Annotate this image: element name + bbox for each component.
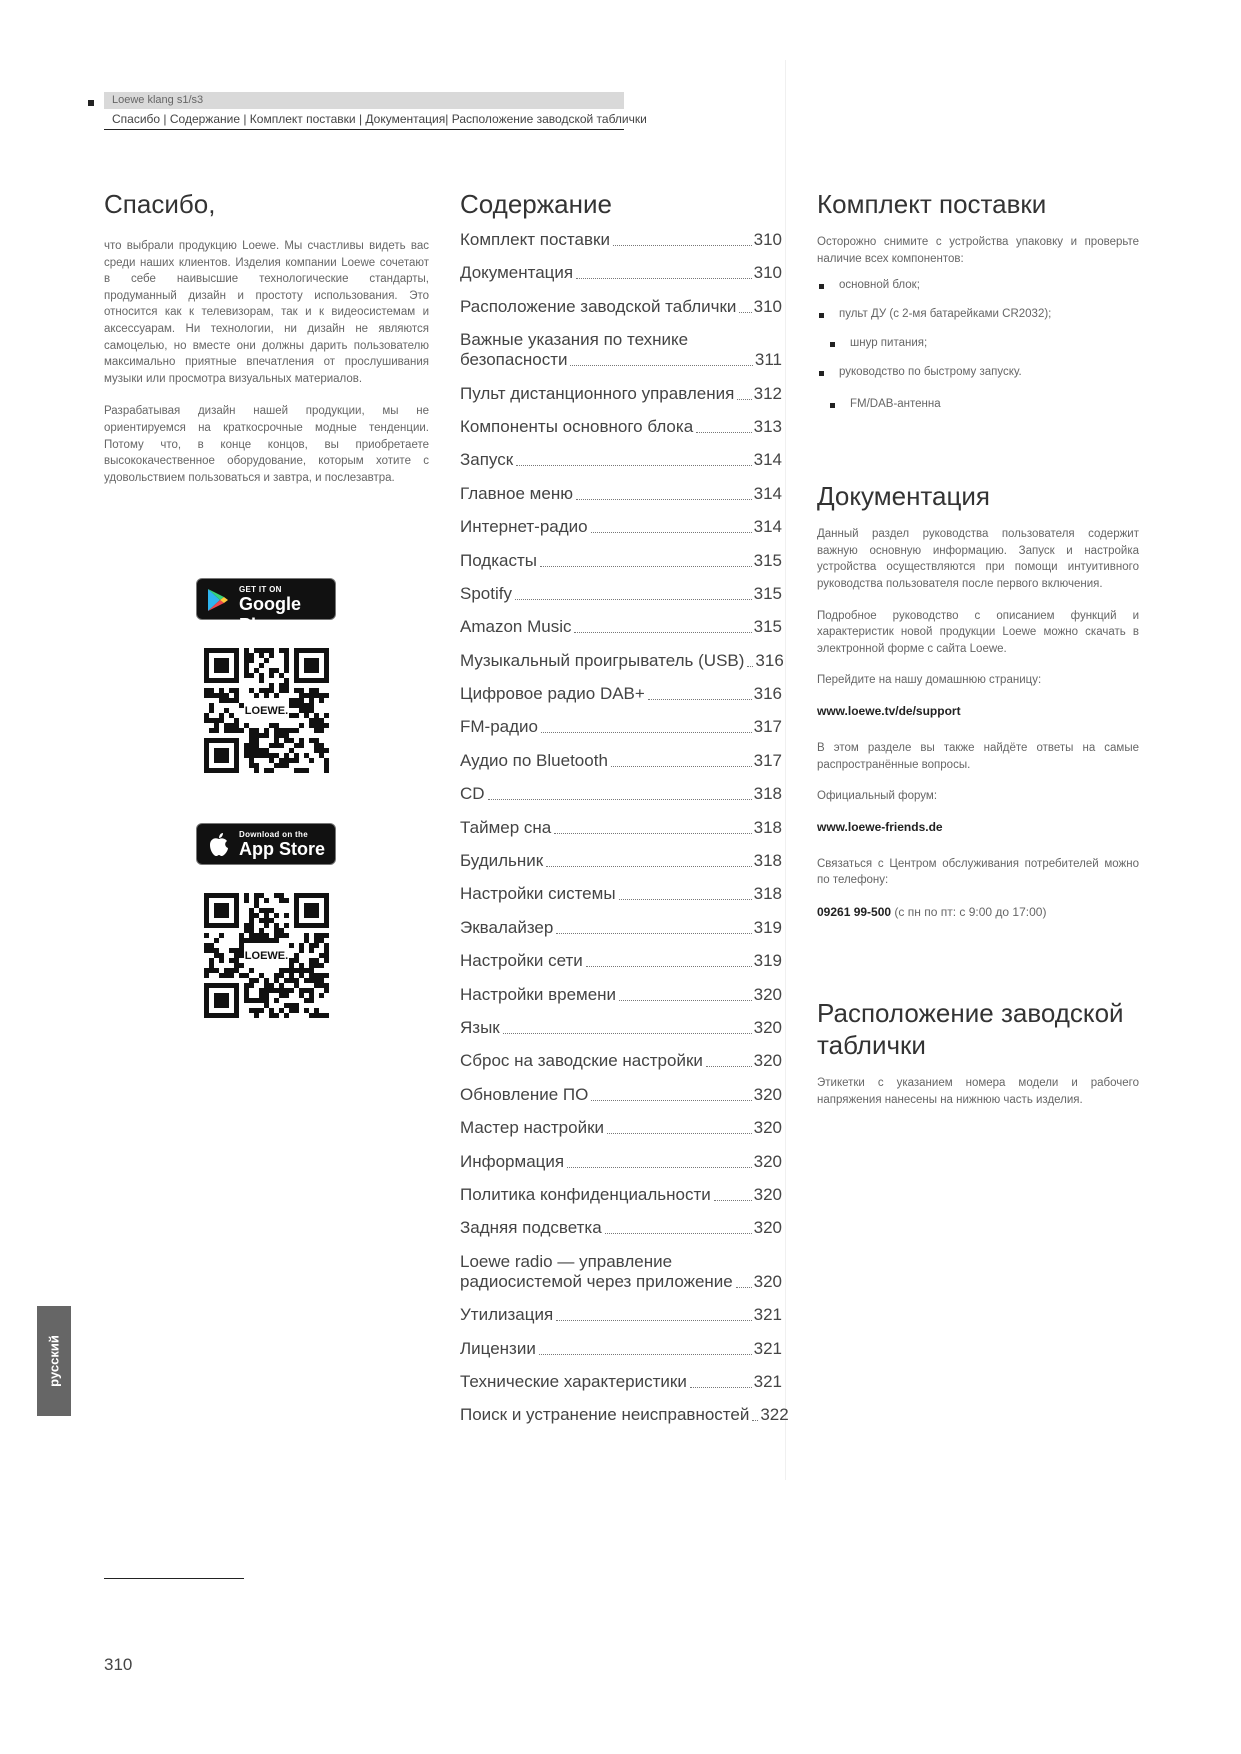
toc-entry[interactable]: [460, 517, 782, 537]
toc-leader-dots: [737, 399, 751, 400]
toc-entry-label: Spotify: [460, 583, 512, 603]
toc-leader-dots: [540, 566, 752, 567]
toc-leader-dots: [576, 278, 752, 279]
phone-line: [817, 905, 1139, 919]
delivery-item: шнур питания;: [817, 337, 1139, 349]
toc-entry-label: Музыкальный проигрыватель (USB): [460, 650, 745, 670]
forum-link[interactable]: www.loewe-friends.de: [817, 819, 943, 834]
toc-entry-page: 316: [753, 684, 782, 704]
toc-entry-label: Технические характеристики: [460, 1371, 687, 1391]
toc-leader-dots: [605, 1233, 752, 1234]
phone-hours: (с пн по пт: с 9:00 до 17:00): [894, 904, 1047, 919]
qr-logo-text: LOEWE.: [244, 950, 289, 962]
toc-entry-page: 317: [753, 750, 782, 770]
toc-entry[interactable]: [460, 651, 782, 671]
toc-leader-dots: [556, 1320, 751, 1321]
toc-entry[interactable]: [460, 1152, 782, 1172]
toc-entry-page: 321: [753, 1338, 782, 1358]
toc-leader-dots: [570, 365, 752, 366]
toc-entry-page: 319: [753, 951, 782, 971]
thanks-section: [104, 188, 429, 486]
toc-entry[interactable]: [460, 1339, 782, 1359]
toc-entry[interactable]: [460, 1405, 789, 1425]
toc-entry-label: Мастер настройки: [460, 1118, 605, 1138]
toc-entry-page: 312: [753, 383, 782, 403]
toc-entry-page: 316: [755, 650, 784, 670]
toc-entry-page: 320: [753, 1271, 782, 1291]
toc-leader-dots: [591, 1100, 751, 1101]
toc-entry[interactable]: [460, 851, 782, 871]
toc-entry-page: 320: [753, 1051, 782, 1071]
toc-leader-dots: [739, 312, 751, 313]
toc-entry-page: 320: [753, 1151, 782, 1171]
toc-entry[interactable]: [460, 1218, 782, 1238]
toc-entry-label: Главное меню: [460, 483, 573, 503]
google-play-main-text: Google Play: [239, 594, 301, 635]
toc-entry-label: Пульт дистанционного управления: [460, 383, 735, 403]
toc-entry-page: 310: [753, 296, 782, 316]
toc-entry[interactable]: [460, 297, 782, 317]
toc-entry-label: Компоненты основного блока: [460, 416, 694, 436]
toc-entry-page: 311: [754, 350, 782, 370]
toc-entry-page: 320: [753, 1184, 782, 1204]
toc-entry-page: 320: [753, 1017, 782, 1037]
toc-entry-label: Интернет-радио: [460, 517, 588, 537]
toc-entry-label: Обновление ПО: [460, 1084, 589, 1104]
toc-entry[interactable]: [460, 751, 782, 771]
toc-entry-label: Настройки времени: [460, 984, 617, 1004]
google-play-icon: [207, 588, 229, 612]
toc-entry-page: 319: [753, 917, 782, 937]
toc-entry-page: 315: [753, 583, 782, 603]
toc-leader-dots: [516, 465, 751, 466]
language-tab-label: русский: [46, 1335, 62, 1387]
toc-entry-label: Настройки системы: [460, 884, 616, 904]
plate-text: Этикетки с указанием номера модели и рабочего напряжения нанесены на нижнюю часть изделия.: [817, 1076, 1139, 1106]
toc-entry-page: 314: [753, 450, 782, 470]
toc-entry[interactable]: [460, 417, 782, 437]
docs-paragraph-6: Связаться с Центром обслуживания потребителей можно по телефону:: [817, 857, 1139, 887]
toc-entry[interactable]: [460, 684, 782, 704]
header-breadcrumb: Спасибо | Содержание | Комплект поставки | Документация| Расположение заводской таблички: [112, 112, 647, 126]
delivery-section: [817, 188, 1139, 1108]
toc-entry-page: 320: [753, 1218, 782, 1238]
toc-entry-page: 315: [753, 550, 782, 570]
toc-entry-label: Сброс на заводские настройки: [460, 1051, 703, 1071]
toc-entry-label: Цифровое радио DAB+: [460, 684, 645, 704]
toc-leader-dots: [648, 699, 752, 700]
toc-leader-dots: [546, 866, 751, 867]
toc-section: [460, 188, 789, 1439]
toc-entry-label: Эквалайзер: [460, 917, 554, 937]
toc-entry-label: Комплект поставки: [460, 230, 610, 249]
toc-title: Содержание: [460, 189, 612, 219]
toc-leader-dots: [607, 1133, 752, 1134]
footer-line: [104, 1578, 244, 1579]
toc-leader-dots: [696, 432, 751, 433]
thanks-paragraph-2: Разрабатывая дизайн нашей продукции, мы не ориентируемся на краткосрочные модные тенденции. Потому что, в конце концов, вы приобретаете высококачественное оборудование, которым хотите с удовольствием пользоваться и завтра, и послезавтра.: [104, 405, 429, 484]
toc-entry[interactable]: [460, 884, 782, 904]
docs-paragraph-1: Данный раздел руководства пользователя содержит важную основную информацию. Запуск и настройка устройства осуществляются при помощи интуитивного руководства пользователя после первого включения.: [817, 528, 1139, 590]
toc-entry[interactable]: [460, 784, 782, 804]
toc-leader-dots: [576, 499, 752, 500]
toc-leader-dots: [747, 666, 753, 667]
toc-leader-dots: [752, 1420, 758, 1421]
toc-entry-page: 321: [753, 1371, 782, 1391]
thanks-paragraph-1: что выбрали продукцию Loewe. Мы счастливы видеть вас среди наших клиентов. Изделия компании Loewe сочетают в себе наивысшие технологические стандарты, продуманный дизайн и простоту использования. Это относится как к телевизорам, так и к видеосистемам и аксессуарам. Ни технологии, ни дизайн не являются самоцелью, но вместе они должны дарить пользователю максимально приятные впечатления от прослушивания музыки или просмотра визуальных материалов.: [104, 240, 429, 385]
toc-entry[interactable]: [460, 484, 782, 504]
toc-entry-label: Аудио по Bluetooth: [460, 750, 608, 770]
toc-entry[interactable]: [460, 918, 782, 938]
toc-entry[interactable]: [460, 1252, 782, 1292]
toc-entry[interactable]: [460, 450, 782, 470]
delivery-item: основной блок;: [817, 279, 1139, 291]
docs-paragraph-5: Официальный форум:: [817, 790, 938, 803]
toc-leader-dots: [515, 599, 752, 600]
toc-entry-label: Важные указания по технике: [460, 330, 689, 350]
toc-entry[interactable]: [460, 551, 782, 571]
delivery-title: Комплект поставки: [817, 189, 1047, 219]
toc-entry[interactable]: [460, 384, 782, 404]
toc-leader-dots: [539, 1354, 752, 1355]
toc-leader-dots: [488, 799, 752, 800]
toc-entry[interactable]: [460, 1118, 782, 1138]
toc-entry[interactable]: [460, 617, 782, 637]
toc-entry-page: 321: [753, 1305, 782, 1325]
toc-leader-dots: [503, 1033, 752, 1034]
google-play-badge[interactable]: [196, 578, 336, 635]
toc-entry[interactable]: [460, 818, 782, 838]
toc-entry-label: Таймер сна: [460, 817, 552, 837]
apple-icon: [209, 832, 229, 857]
toc-entry-label: Задняя подсветка: [460, 1218, 602, 1238]
qr-code-google: [204, 648, 329, 773]
toc-leader-dots: [591, 532, 752, 533]
toc-entry[interactable]: [460, 1305, 782, 1325]
toc-entry-label: Информация: [460, 1151, 565, 1171]
toc-entry[interactable]: [460, 584, 782, 604]
toc-entry[interactable]: [460, 1372, 782, 1392]
delivery-intro: Осторожно снимите с устройства упаковку и проверьте наличие всех компонентов:: [817, 236, 1139, 265]
toc-entry[interactable]: [460, 330, 782, 370]
toc-entry-page: 310: [753, 230, 782, 249]
qr-code-apple: [204, 893, 329, 1018]
toc-entry-label: Лицензии: [460, 1338, 536, 1358]
toc-entry[interactable]: [460, 263, 782, 283]
phone-number: 09261 99-500: [817, 904, 892, 919]
plate-title-line-1: Расположение заводской: [817, 997, 1124, 1028]
toc-entry-page: 313: [753, 416, 782, 436]
toc-entry-page: 318: [753, 884, 782, 904]
header-product-bar: Loewe klang s1/s3: [104, 92, 624, 109]
toc-entry-page: 320: [753, 1084, 782, 1104]
google-play-top-text: GET IT ON: [239, 585, 282, 594]
toc-leader-dots: [706, 1066, 752, 1067]
toc-entry-label: Документация: [460, 263, 574, 283]
header-bullet: [88, 100, 94, 106]
toc-entry-label: FM-радио: [460, 717, 538, 737]
toc-entry[interactable]: [460, 1018, 782, 1038]
toc-entry[interactable]: [460, 230, 782, 250]
support-link[interactable]: www.loewe.tv/de/support: [817, 703, 961, 718]
header-underline: [104, 129, 624, 130]
docs-paragraph-2: Подробное руководство с описанием функций и характеристик новой продукции Loewe можно скачать в электронной форме с сайта Loewe.: [817, 609, 1139, 655]
toc-entry-page: 318: [753, 817, 782, 837]
toc-entry-label: Amazon Music: [460, 617, 572, 637]
docs-paragraph-3: Перейдите на нашу домашнюю страницу:: [817, 674, 1042, 687]
toc-entry[interactable]: [460, 1051, 782, 1071]
delivery-item: пульт ДУ (с 2-мя батарейками CR2032);: [817, 308, 1139, 320]
toc-entry-label: Запуск: [460, 450, 514, 470]
toc-entry-label: Расположение заводской таблички: [460, 296, 737, 316]
toc-entry-label: Loewe radio — управление: [460, 1251, 673, 1271]
toc-entry-label: Утилизация: [460, 1305, 554, 1325]
column-divider: [785, 60, 786, 1480]
delivery-item: руководство по быстрому запуску.: [817, 366, 1139, 378]
toc-entry-page: 318: [753, 851, 782, 871]
toc-entry-page: 320: [753, 984, 782, 1004]
toc-entry-label: Поиск и устранение неисправностей: [460, 1405, 750, 1425]
plate-title: [817, 997, 1139, 1061]
toc-entry[interactable]: [460, 1185, 782, 1205]
app-store-badge[interactable]: [196, 823, 336, 865]
toc-entry-page: 317: [753, 717, 782, 737]
toc-entry-page: 314: [753, 483, 782, 503]
plate-title-line-2: таблички: [817, 1029, 926, 1060]
app-store-top-text: Download on the: [239, 830, 308, 839]
toc-leader-dots: [619, 899, 752, 900]
toc-leader-dots: [554, 833, 751, 834]
toc-entry-label-continued: безопасности: [460, 350, 568, 370]
delivery-item: FM/DAB-антенна: [817, 398, 1139, 410]
page-number: 310: [104, 1655, 133, 1674]
toc-leader-dots: [619, 1000, 752, 1001]
toc-entry-page: 318: [753, 784, 782, 804]
toc-leader-dots: [690, 1387, 752, 1388]
qr-logo-text: LOEWE.: [244, 705, 289, 717]
toc-entry-label: Настройки сети: [460, 951, 583, 971]
toc-leader-dots: [567, 1167, 752, 1168]
toc-leader-dots: [611, 766, 752, 767]
toc-entry[interactable]: [460, 717, 782, 737]
toc-entry[interactable]: [460, 951, 782, 971]
language-tab: [37, 1306, 71, 1416]
toc-leader-dots: [541, 732, 752, 733]
toc-entry-page: 314: [753, 517, 782, 537]
docs-title: Документация: [817, 481, 990, 512]
toc-entry-page: 322: [760, 1405, 789, 1425]
toc-entry-page: 310: [753, 263, 782, 283]
toc-entry-label: Подкасты: [460, 550, 537, 570]
toc-entry-label: CD: [460, 784, 485, 804]
toc-entry-page: 320: [753, 1118, 782, 1138]
toc-leader-dots: [613, 245, 752, 246]
thanks-title: Спасибо,: [104, 189, 216, 219]
toc-entry-label-continued: радиосистемой через приложение: [460, 1271, 733, 1291]
toc-leader-dots: [556, 933, 751, 934]
delivery-list: [817, 279, 1139, 410]
toc-leader-dots: [586, 966, 752, 967]
toc-entry-page: 315: [753, 617, 782, 637]
toc-entry[interactable]: [460, 985, 782, 1005]
toc-leader-dots: [574, 632, 751, 633]
toc-entry[interactable]: [460, 1085, 782, 1105]
toc-entry-label: Политика конфиденциальности: [460, 1184, 711, 1204]
toc-list: [460, 230, 789, 1425]
toc-leader-dots: [736, 1287, 752, 1288]
docs-paragraph-4: В этом разделе вы также найдёте ответы на самые распространённые вопросы.: [817, 741, 1139, 771]
toc-entry-label: Будильник: [460, 851, 544, 871]
toc-leader-dots: [714, 1200, 752, 1201]
toc-entry-label: Язык: [460, 1017, 500, 1037]
app-store-main-text: App Store: [239, 839, 326, 859]
